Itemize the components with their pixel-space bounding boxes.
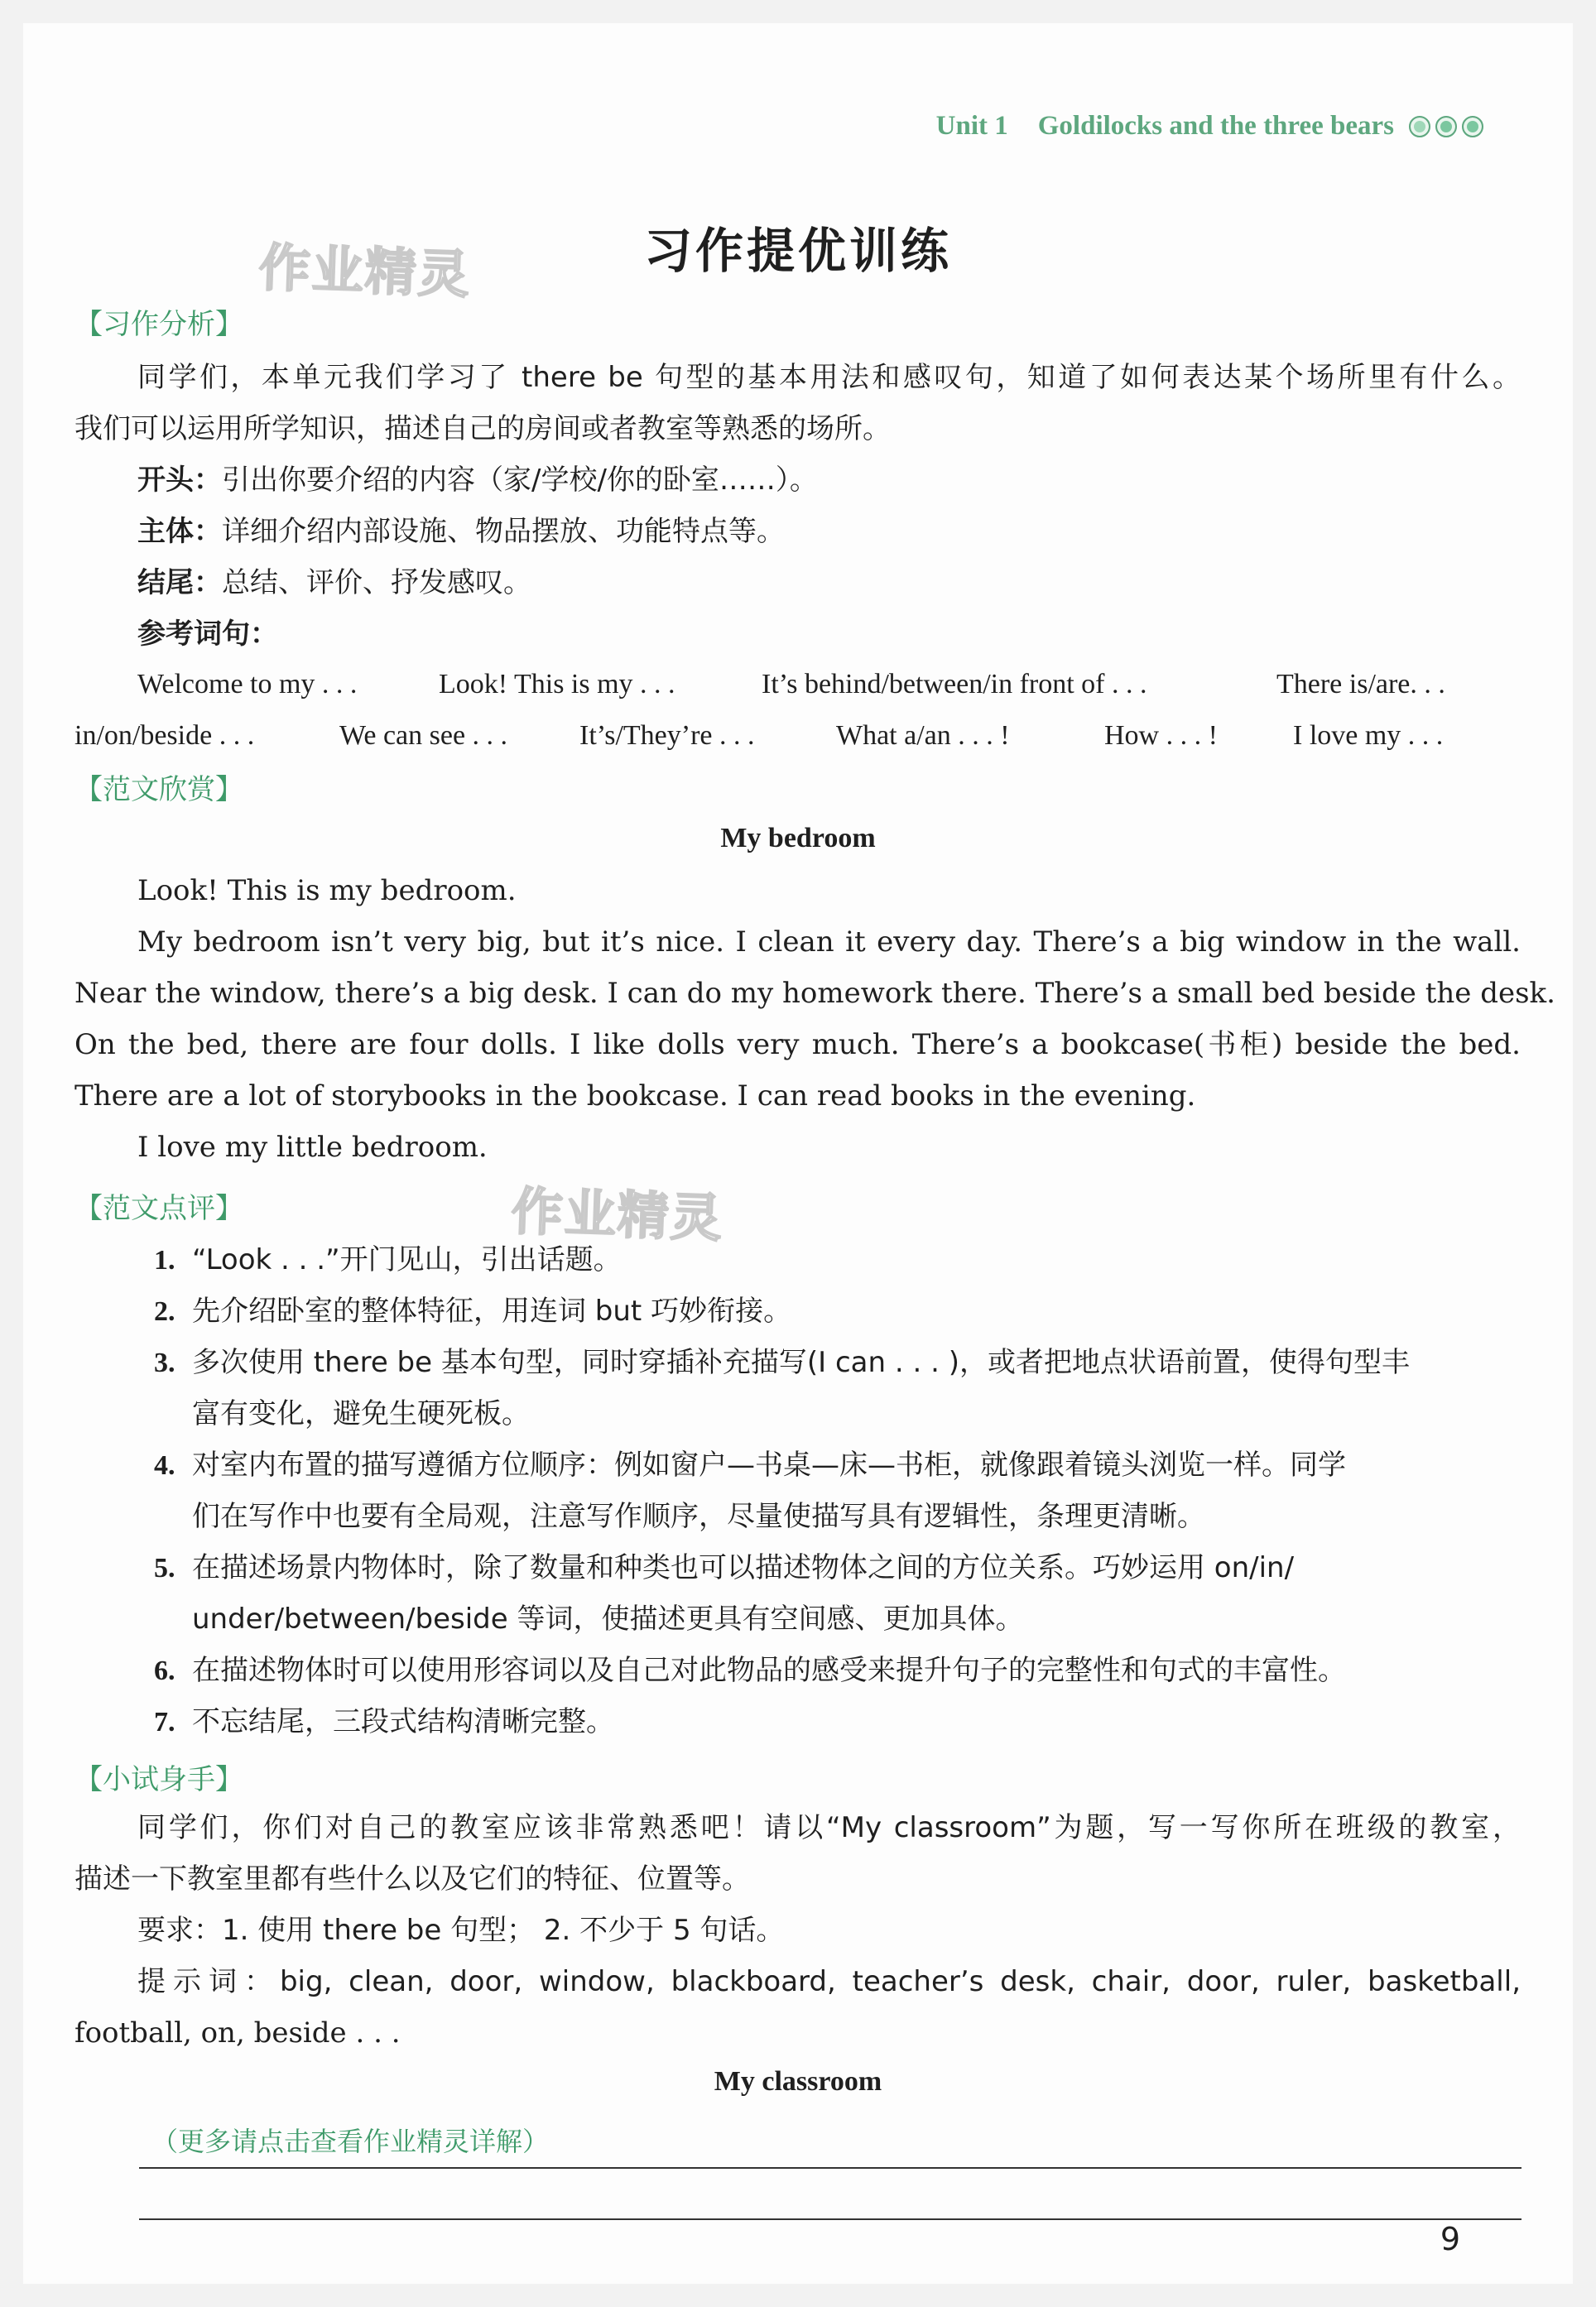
reference-phrase: I love my . . . xyxy=(1293,720,1444,751)
practice-paragraph: 描述一下教室里都有些什么以及它们的特征、位置等。 xyxy=(75,1862,750,1896)
reference-phrase: How . . . ! xyxy=(1104,720,1218,751)
model-essay-line: Near the window, there’s a big desk. I can do my homework there. There’s a small bed beside the desk. xyxy=(75,977,1555,1010)
ending-text: 总结、评价、抒发感叹。 xyxy=(222,566,531,599)
reference-phrase: It’s behind/between/in front of . . . xyxy=(762,669,1147,699)
model-essay-line: My bedroom isn’t very big, but it’s nice. I clean it every day. There’s a big window in the wall. xyxy=(137,925,1521,959)
review-item-continued: 富有变化，避免生硬死板。 xyxy=(192,1397,530,1430)
body-text: 详细介绍内部设施、物品摆放、功能特点等。 xyxy=(222,515,785,548)
view-solution-link[interactable]: （更多请点击查看作业精灵详解） xyxy=(151,2126,550,2157)
review-item: 7. 不忘结尾，三段式结构清晰完整。 xyxy=(154,1705,614,1738)
reference-phrase: We can see . . . xyxy=(339,720,508,751)
section-heading-analysis: 【习作分析】 xyxy=(75,308,243,341)
watermark: 作业精灵 xyxy=(510,1180,725,1249)
reference-phrase: Welcome to my . . . xyxy=(137,669,358,699)
ending-label: 结尾： xyxy=(137,566,222,599)
reference-phrase: It’s/They’re . . . xyxy=(579,720,755,751)
review-item: 3. 多次使用 there be 基本句型，同时穿插补充描写(I can . . . )，或者把地点状语前置，使得句型丰 xyxy=(154,1346,1410,1379)
reference-phrase: There is/are. . . xyxy=(1276,669,1445,699)
review-item: 2. 先介绍卧室的整体特征，用连词 but 巧妙衔接。 xyxy=(154,1295,792,1328)
reference-phrase: Look! This is my . . . xyxy=(439,669,675,699)
page-number: 9 xyxy=(1440,2221,1460,2257)
model-essay-line: There are a lot of storybooks in the bookcase. I can read books in the evening. xyxy=(75,1079,1196,1113)
opening-text: 引出你要介绍的内容（家/学校/你的卧室……）。 xyxy=(222,464,818,497)
model-essay-line: Look! This is my bedroom. xyxy=(137,874,517,907)
opening-line xyxy=(137,464,818,497)
reference-phrase: What a/an . . . ! xyxy=(836,720,1010,751)
body-line xyxy=(137,515,785,548)
review-item: 1. “Look . . .”开门见山，引出话题。 xyxy=(154,1243,622,1276)
review-item: 4. 对室内布置的描写遵循方位顺序：例如窗户—书桌—床—书柜，就像跟着镜头浏览一样。同学 xyxy=(154,1449,1346,1482)
ending-line xyxy=(137,566,531,599)
model-essay-line: On the bed, there are four dolls. I like dolls very much. There’s a bookcase(书柜) beside the bed. xyxy=(75,1028,1521,1061)
opening-label: 开头： xyxy=(137,464,222,497)
practice-essay-title: My classroom xyxy=(714,2066,882,2097)
section-heading-practice: 【小试身手】 xyxy=(75,1763,243,1796)
page-title: 习作提优训练 xyxy=(643,223,952,279)
analysis-paragraph: 我们可以运用所学知识，描述自己的房间或者教室等熟悉的场所。 xyxy=(75,412,891,445)
analysis-paragraph: 同学们，本单元我们学习了 there be 句型的基本用法和感叹句，知道了如何表达某个场所里有什么。 xyxy=(137,361,1521,394)
watermark: 作业精灵 xyxy=(257,237,473,305)
reference-label: 参考词句： xyxy=(137,618,278,651)
practice-hint-words: 提示词：big, clean, door, window, blackboard, teacher’s desk, chair, door, ruler, basketball, xyxy=(137,1965,1521,1998)
review-item-continued: 们在写作中也要有全局观，注意写作顺序，尽量使描写具有逻辑性，条理更清晰。 xyxy=(192,1500,1205,1533)
model-essay-line: I love my little bedroom. xyxy=(137,1131,488,1164)
review-item-continued: under/between/beside 等词，使描述更具有空间感、更加具体。 xyxy=(192,1603,1024,1636)
model-essay-title: My bedroom xyxy=(720,823,876,853)
section-heading-review: 【范文点评】 xyxy=(75,1192,243,1225)
review-item: 6. 在描述物体时可以使用形容词以及自己对此物品的感受来提升句子的完整性和句式的丰富性。 xyxy=(154,1654,1346,1687)
practice-requirements: 要求：1. 使用 there be 句型； 2. 不少于 5 句话。 xyxy=(137,1914,785,1947)
writing-line xyxy=(139,2218,1521,2220)
writing-line xyxy=(139,2167,1521,2169)
unit-label: Unit 1 xyxy=(935,111,1008,141)
review-item: 5. 在描述场景内物体时，除了数量和种类也可以描述物体之间的方位关系。巧妙运用 on/in/ xyxy=(154,1551,1295,1584)
page xyxy=(23,23,1573,2284)
reference-phrase: in/on/beside . . . xyxy=(75,720,255,751)
header-dots-icon xyxy=(1409,116,1483,137)
lesson-title: Goldilocks and the three bears xyxy=(1037,111,1394,141)
practice-hint-words: football, on, beside . . . xyxy=(75,2016,401,2050)
running-header xyxy=(936,111,1483,142)
practice-paragraph: 同学们，你们对自己的教室应该非常熟悉吧！请以“My classroom”为题，写一写你所在班级的教室， xyxy=(137,1811,1521,1844)
body-label: 主体： xyxy=(137,515,222,548)
section-heading-model: 【范文欣赏】 xyxy=(75,773,243,806)
